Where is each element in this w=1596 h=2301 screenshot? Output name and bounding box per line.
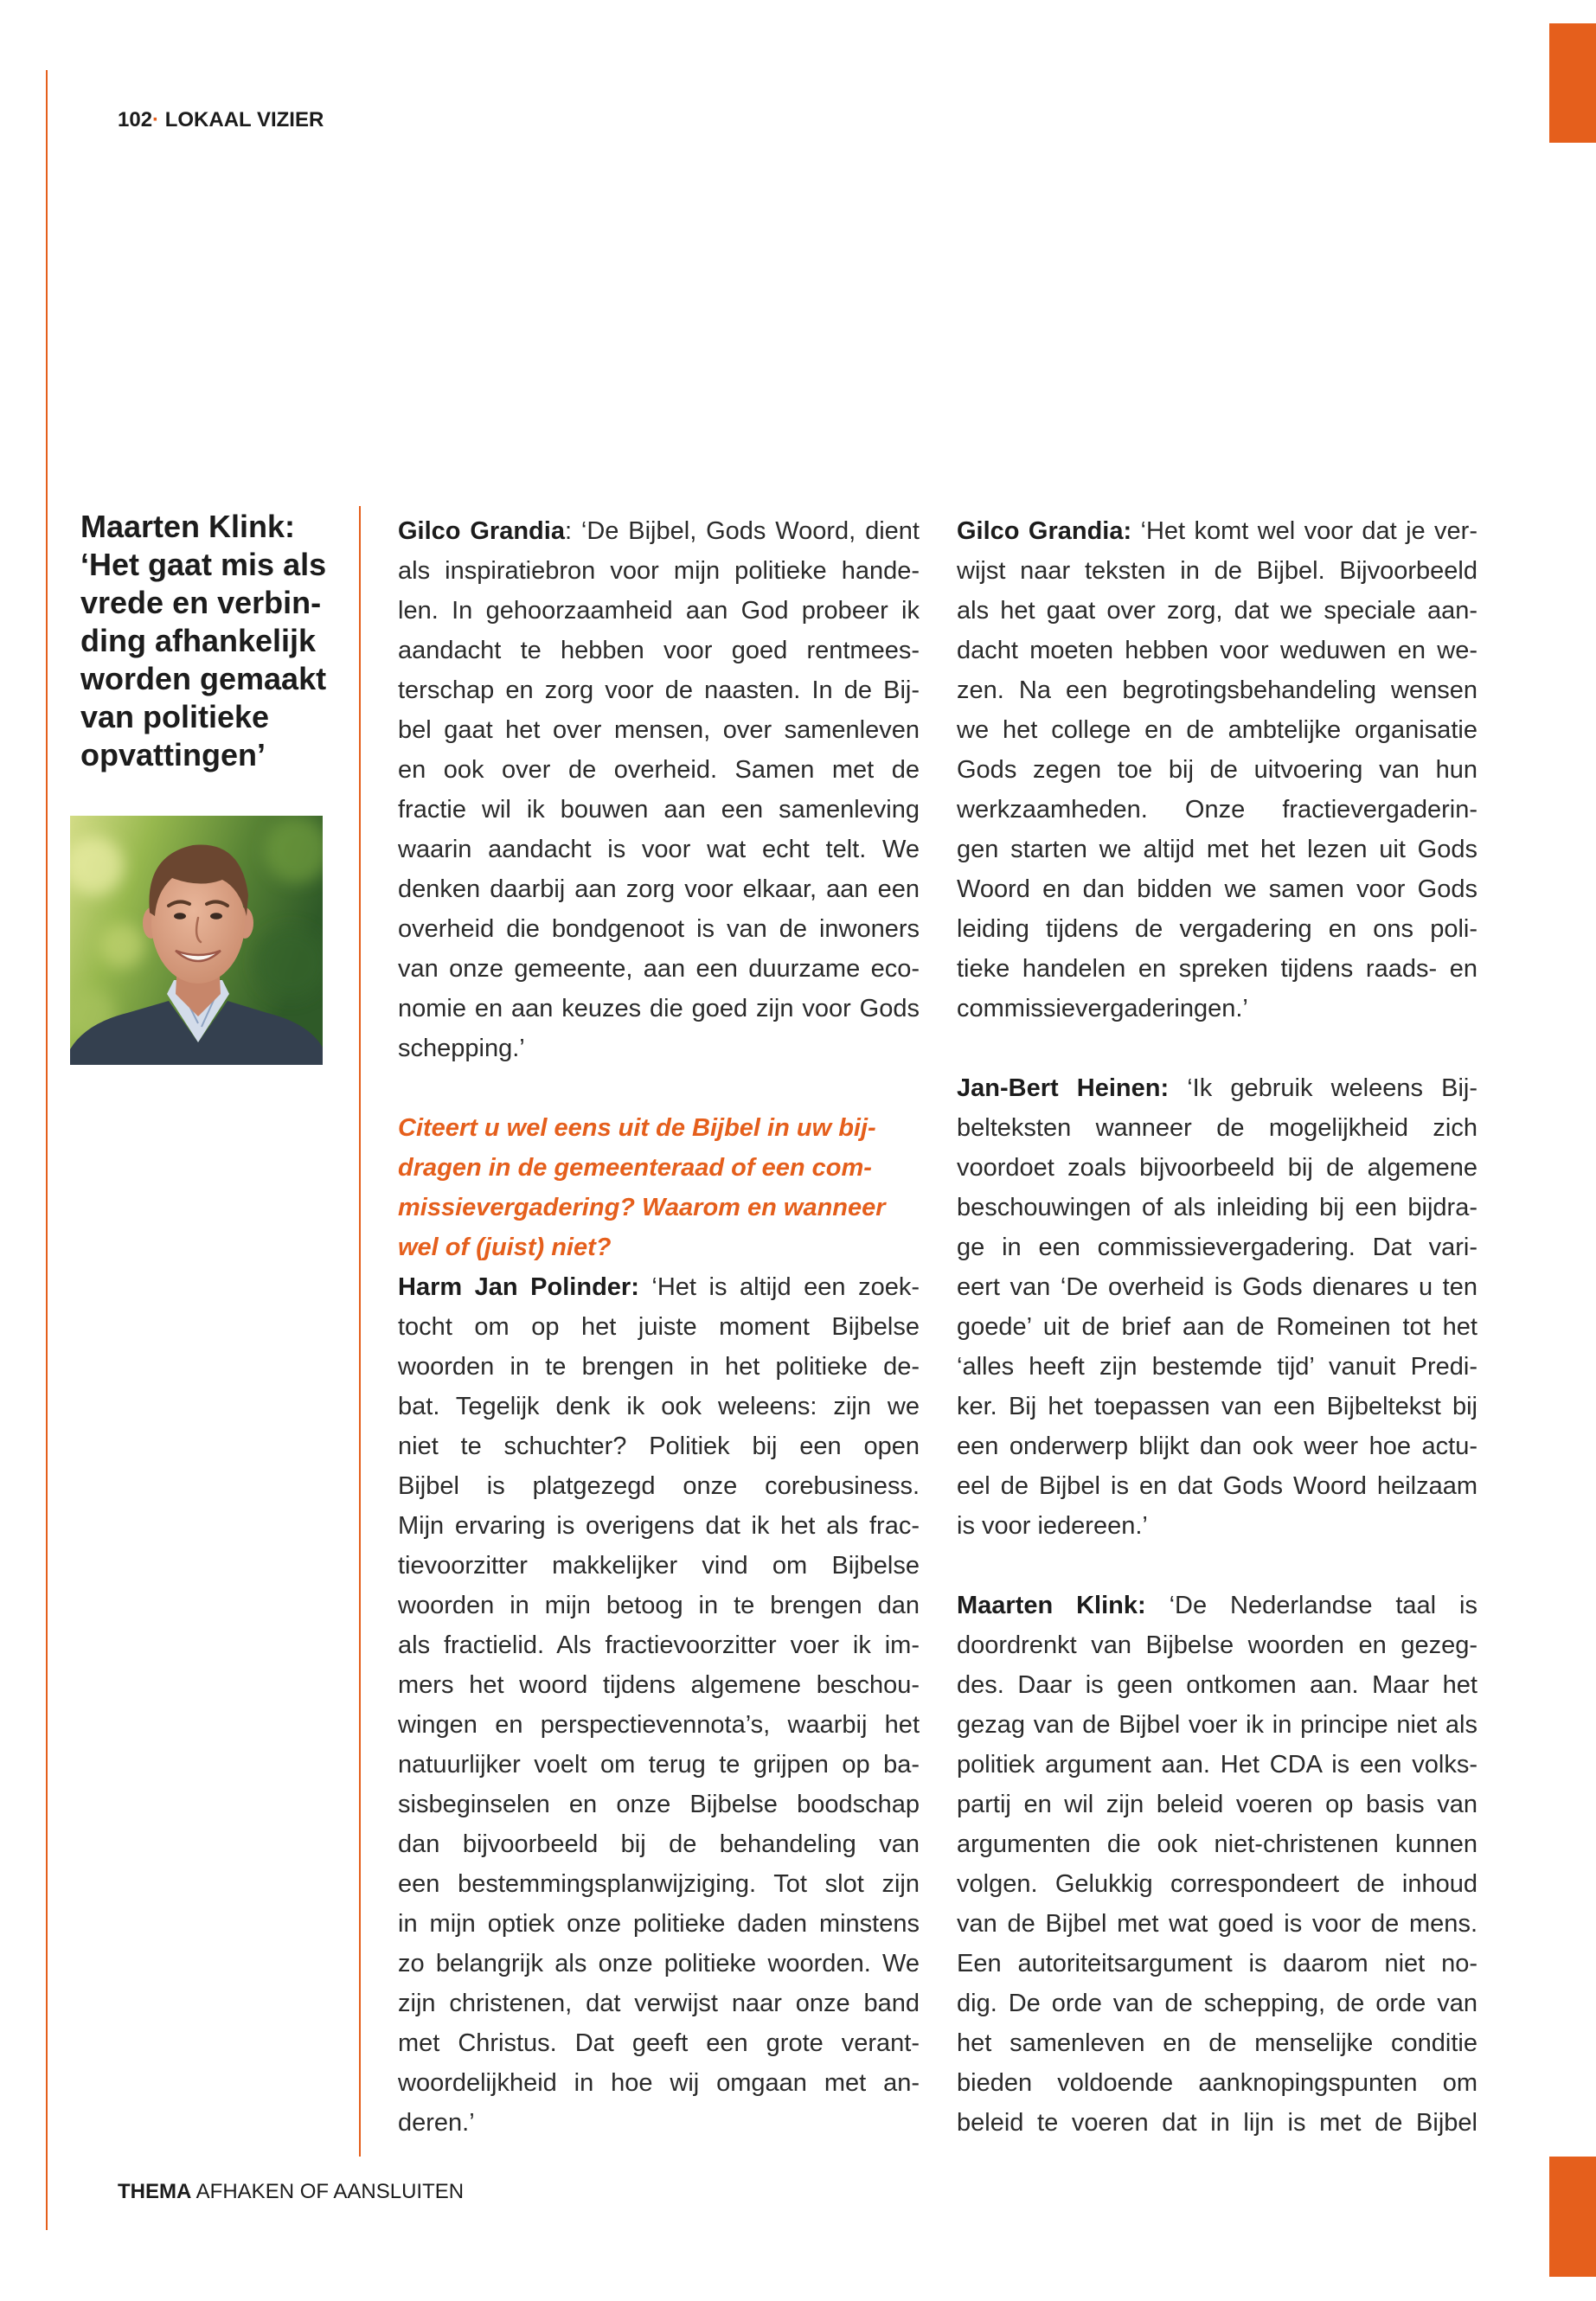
text-line [398,1387,920,1426]
line-text: goede’ uit de brief aan de Romeinen tot het [957,1313,1477,1341]
line-text: tievoorzitter makkelijker vind om Bijbelse [398,1552,920,1580]
line-text: politiek argument aan. Het CDA is een volks- [957,1751,1477,1779]
line-text: bat. Tegelijk denk ik ook weleens: zijn we [398,1393,920,1420]
text-line [398,949,920,989]
text-line [398,869,920,909]
text-line [957,2063,1477,2103]
text-line [398,1148,920,1188]
text-line [957,1745,1477,1785]
text-line [957,1984,1477,2023]
text-line [398,790,920,830]
line-text: met Christus. Dat geeft een grote verant- [398,2029,920,2057]
line-text: gen starten we altijd met het lezen uit Gods [957,836,1477,863]
author-photo [70,816,323,1065]
pull-quote-line: worden gemaakt [80,661,327,696]
text-line [398,511,920,551]
line-text: : ‘De Bijbel, Gods Woord, dient [564,517,920,545]
text-line [398,1267,920,1307]
line-text: ge in een commissievergadering. Dat vari- [957,1234,1477,1261]
text-line [957,670,1477,710]
article-column-middle [398,511,920,2143]
line-text: doordrenkt van Bijbelse woorden en gezeg- [957,1631,1477,1659]
interview-answer [957,511,1477,1029]
text-line [398,1625,920,1665]
text-line [957,1665,1477,1705]
line-text: zijn christenen, dat verwijst naar onze band [398,1990,920,2017]
interview-answer [398,511,920,1068]
line-text: een bestemmingsplanwijziging. Tot slot zijn [398,1870,920,1898]
line-text: volgen. Gelukkig correspondeert de inhoud [957,1870,1477,1898]
text-line [398,1824,920,1864]
line-text: eert van ‘De overheid is Gods dienares u ten [957,1273,1477,1301]
line-text: belteksten wanneer de mogelijkheid zich [957,1114,1477,1142]
running-header [118,107,324,133]
line-text: voordoet zoals bijvoorbeeld bij de algemene [957,1154,1477,1182]
line-text: van de Bijbel met wat goed is voor de mens. [957,1910,1477,1938]
line-text: Woord en dan bidden we samen voor Gods [957,875,1477,903]
column-divider [359,506,361,2157]
line-text: eel de Bijbel is en dat Gods Woord heilzaam [957,1472,1477,1500]
speaker-name: Jan-Bert Heinen: [957,1074,1170,1102]
line-text: ‘alles heeft zijn bestemde tijd’ vanuit Predi- [957,1353,1477,1381]
line-text: en ook over de overheid. Samen met de [398,756,920,784]
line-text: ‘Ik gebruik weleens Bij- [1169,1074,1477,1102]
line-text: partij en wil zijn beleid voeren op basis van [957,1791,1477,1818]
text-line [957,1068,1477,1108]
text-line [957,631,1477,670]
text-line [398,1864,920,1904]
text-line [957,790,1477,830]
line-text: sisbeginselen en onze Bijbelse boodschap [398,1791,920,1818]
text-line [957,949,1477,989]
pull-quote-line: ‘Het gaat mis als [80,547,327,582]
text-line [398,1546,920,1586]
text-line [398,1029,920,1068]
line-text: nomie en aan keuzes die goed zijn voor Gods [398,995,920,1022]
text-line [398,1307,920,1347]
text-line [398,2103,920,2143]
line-text: dan bijvoorbeeld bij de behandeling van [398,1830,920,1858]
line-text: Gods zegen toe bij de uitvoering van hun [957,756,1477,784]
text-line [957,1625,1477,1665]
text-line [957,1347,1477,1387]
text-line [957,1466,1477,1506]
text-line [957,869,1477,909]
line-text: werkzaamheden. Onze fractievergaderin- [957,796,1477,824]
line-text: schepping.’ [398,1035,525,1062]
text-line [957,511,1477,551]
text-line [957,909,1477,949]
line-text: niet te schuchter? Politiek bij een open [398,1433,920,1460]
text-line [957,1426,1477,1466]
line-text: waarin aandacht is voor wat echt telt. We [398,836,920,863]
line-text: als het gaat over zorg, dat we speciale aan- [957,597,1477,625]
line-text: ‘Het is altijd een zoek- [638,1273,920,1301]
text-line [398,2023,920,2063]
text-line [957,2103,1477,2143]
text-line [957,591,1477,631]
left-eye [174,913,186,920]
interview-question [398,1108,920,1267]
text-line [398,1665,920,1705]
line-text: Een autoriteitsargument is daarom niet no- [957,1950,1477,1977]
text-line [957,1188,1477,1227]
pull-quote-line: opvattingen’ [80,737,266,772]
theme-label: THEMA [118,2180,192,2203]
pull-quote-line: ding afhankelijk [80,623,317,658]
text-line [398,1904,920,1944]
line-text: des. Daar is geen ontkomen aan. Maar het [957,1671,1477,1699]
line-text: we het college en de ambtelijke organisatie [957,716,1477,744]
line-text: is voor iedereen.’ [957,1512,1148,1540]
text-line [398,1984,920,2023]
text-line [398,1227,920,1267]
section-title: LOKAAL VIZIER [164,108,324,131]
line-text: woorden in mijn betoog in te brengen dan [398,1592,920,1619]
text-line [957,1904,1477,1944]
text-line [398,1108,920,1148]
line-text: fractie wil ik bouwen aan een samenleving [398,796,920,824]
text-line [398,2063,920,2103]
line-text: bel gaat het over mensen, over samenleven [398,716,920,744]
line-text: argumenten die ook niet-christenen kunnen [957,1830,1477,1858]
text-line [398,591,920,631]
article-column-right [957,511,1477,2143]
line-text: dig. De orde van de schepping, de orde van [957,1990,1477,2017]
text-line [398,1944,920,1984]
line-text: woordelijkheid in hoe wij omgaan met an- [398,2069,920,2097]
interview-answer [398,1267,920,2143]
line-text: ker. Bij het toepassen van een Bijbeltekst bij [957,1393,1477,1420]
text-line [957,1387,1477,1426]
text-line [398,1586,920,1625]
line-text: van onze gemeente, aan een duurzame eco- [398,955,920,983]
line-text: zen. Na een begrotingsbehandeling wensen [957,676,1477,704]
text-line [398,670,920,710]
top-edge-tab [1549,23,1596,143]
text-line [957,1824,1477,1864]
line-text: missievergadering? Waarom en wanneer [398,1194,886,1221]
line-text: tocht om op het juiste moment Bijbelse [398,1313,920,1341]
right-eye [210,913,222,920]
text-line [957,830,1477,869]
line-text: natuurlijker voelt om terug te grijpen op ba- [398,1751,920,1779]
line-text: commissievergaderingen.’ [957,995,1248,1022]
text-line [957,1227,1477,1267]
text-line [398,1426,920,1466]
line-text: wijst naar teksten in de Bijbel. Bijvoorbeeld [957,557,1477,585]
portrait-image [70,816,323,1065]
text-line [398,1705,920,1745]
text-line [957,2023,1477,2063]
page-number: 102 [118,108,153,131]
text-line [957,551,1477,591]
interview-answer [957,1068,1477,1546]
text-line [398,1745,920,1785]
interview-answer [957,1586,1477,2143]
text-line [957,1506,1477,1546]
line-text: bieden voldoende aanknopingspunten om [957,2069,1477,2097]
line-text: als fractielid. Als fractievoorzitter voer ik im- [398,1631,920,1659]
line-text: een onderwerp blijkt dan ook weer hoe actu- [957,1433,1477,1460]
text-line [398,750,920,790]
line-text: wel of (juist) niet? [398,1234,612,1261]
line-text: ‘Het komt wel voor dat je ver- [1131,517,1477,545]
text-line [957,989,1477,1029]
line-text: aandacht te hebben voor goed rentmees- [398,637,920,664]
line-text: dacht moeten hebben voor weduwen en we- [957,637,1477,664]
pull-quote-line: vrede en verbin- [80,585,322,620]
pull-quote-line: Maarten Klink: [80,509,296,544]
speaker-name: Gilco Grandia: [957,517,1132,545]
line-text: terschap en zorg voor de naasten. In de Bij- [398,676,920,704]
text-line [957,1307,1477,1347]
pull-quote [80,508,356,774]
text-line [957,1267,1477,1307]
line-text: len. In gehoorzaamheid aan God probeer ik [398,597,920,625]
line-text: ‘De Nederlandse taal is [1145,1592,1477,1619]
line-text: mers het woord tijdens algemene beschou- [398,1671,920,1699]
text-line [398,1188,920,1227]
line-text: wingen en perspectievennota’s, waarbij het [398,1711,920,1739]
speaker-name: Harm Jan Polinder: [398,1273,639,1301]
line-text: dragen in de gemeenteraad of een com- [398,1154,872,1182]
text-line [957,710,1477,750]
pull-quote-line: van politieke [80,699,270,734]
text-line [398,989,920,1029]
line-text: in mijn optiek onze politieke daden minstens [398,1910,920,1938]
speaker-name: Gilco Grandia [398,517,565,545]
line-text: leiding tijdens de vergadering en ons poli- [957,915,1477,943]
line-text: deren.’ [398,2109,475,2137]
line-text: Mijn ervaring is overigens dat ik het als frac- [398,1512,920,1540]
line-text: Bijbel is platgezegd onze corebusiness. [398,1472,920,1500]
line-text: denken daarbij aan zorg voor elkaar, aan een [398,875,920,903]
speaker-name: Maarten Klink: [957,1592,1146,1619]
text-line [957,1148,1477,1188]
line-text: als inspiratiebron voor mijn politieke hande- [398,557,920,585]
text-line [957,1785,1477,1824]
text-line [398,830,920,869]
text-line [398,1347,920,1387]
text-line [957,750,1477,790]
bottom-edge-tab [1549,2157,1596,2277]
line-text: overheid die bondgenoot is van de inwoners [398,915,920,943]
line-text: het samenleven en de menselijke conditie [957,2029,1477,2057]
text-line [957,1705,1477,1745]
line-text: tieke handelen en spreken tijdens raads- en [957,955,1477,983]
line-text: beschouwingen of als inleiding bij een bijdra- [957,1194,1477,1221]
theme-title: AFHAKEN OF AANSLUITEN [195,2180,465,2203]
line-text: gezag van de Bijbel voer ik in principe niet als [957,1711,1477,1739]
text-line [398,909,920,949]
text-line [398,1506,920,1546]
line-text: zo belangrijk als onze politieke woorden. We [398,1950,920,1977]
text-line [957,1864,1477,1904]
text-line [957,1108,1477,1148]
text-line [957,1944,1477,1984]
text-line [398,1466,920,1506]
text-line [398,710,920,750]
header-separator: · [152,108,160,131]
running-footer [118,2179,464,2205]
left-margin-rule [46,70,48,2230]
line-text: Citeert u wel eens uit de Bijbel in uw bij- [398,1114,876,1142]
line-text: woorden in te brengen in het politieke de- [398,1353,920,1381]
text-line [398,551,920,591]
text-line [398,1785,920,1824]
text-line [398,631,920,670]
line-text: beleid te voeren dat in lijn is met de Bijbel [957,2109,1477,2137]
text-line [957,1586,1477,1625]
